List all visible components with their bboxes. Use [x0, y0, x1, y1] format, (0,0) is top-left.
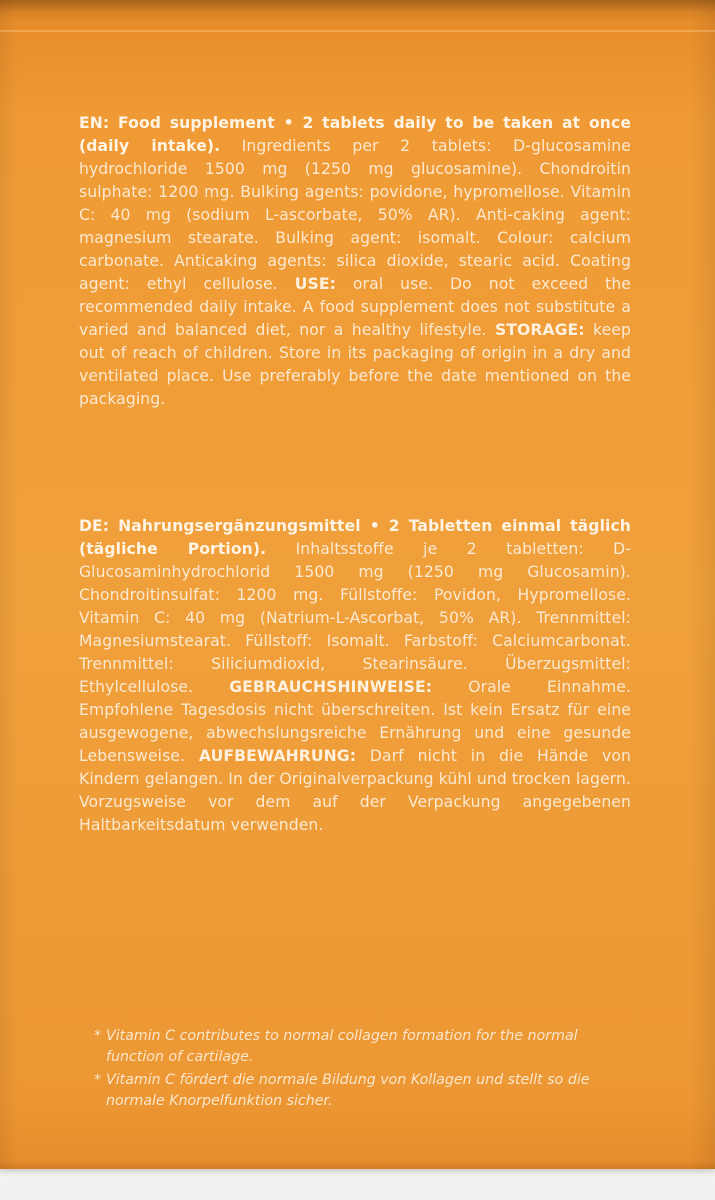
- en-storage-label: STORAGE:: [494, 321, 585, 339]
- footnote-asterisk: *: [94, 1028, 102, 1044]
- box-bottom-edge: [0, 1161, 715, 1169]
- footnote-de: [94, 1070, 639, 1112]
- de-storage-label: AUFBEWAHRUNG:: [198, 747, 357, 765]
- german-label-text: [79, 515, 631, 837]
- de-use-text: Orale Einnahme. Empfohlene Tagesdosis nicht überschreiten. Ist kein Ersatz für eine ausgewogene, abwechslungsreiche Ernährung und eine gesunde Lebensweise.: [79, 678, 631, 765]
- footnote-text: Vitamin C contributes to normal collagen formation for the normal function of cartilage.: [106, 1028, 578, 1065]
- footnote-asterisk: *: [94, 1072, 102, 1088]
- box-top-shadow: [0, 0, 715, 22]
- de-ingredients: Inhaltsstoffe je 2 tabletten: D-Glucosaminhydrochlorid 1500 mg (1250 mg Glucosamin). Chondroitinsulfat: 1200 mg. Füllstoffe: Povidon, Hypromellose. Vitamin C: 40 mg (Natrium-L-Ascorbat, 50% AR). Trennmittel: Magnesiumstearat. Füllstoff: Isomalt. Farbstoff: Calciumcarbonat. Trennmittel: Siliciumdioxid, Stearinsäure. Überzugsmittel: Ethylcellulose.: [79, 540, 631, 696]
- vitamin-c-footnotes: [94, 1026, 639, 1112]
- en-ingredients: Ingredients per 2 tablets: D-glucosamine hydrochloride 1500 mg (1250 mg glucosamine). Chondroitin sulphate: 1200 mg. Bulking agents: povidone, hypromellose. Vitamin C: 40 mg (sodium L-ascorbate, 50% AR). Anti-caking agent: magnesium stearate. Bulking agent: isomalt. Colour: calcium carbonate. Anticaking agents: silica dioxide, stearic acid. Coating agent: ethyl cellulose.: [79, 137, 631, 293]
- english-label-text: [79, 112, 631, 411]
- de-storage-text: Darf nicht in die Hände von Kindern gelangen. In der Originalverpackung kühl und trocken lagern. Vorzugsweise vor dem auf der Verpackung angegebenen Haltbarkeitsdatum verwenden.: [79, 747, 631, 834]
- de-use-label: GEBRAUCHSHINWEISE:: [229, 678, 433, 696]
- en-use-label: USE:: [294, 275, 336, 293]
- footnote-text: Vitamin C fördert die normale Bildung von Kollagen und stellt so die normale Knorpelfunktion sicher.: [106, 1072, 590, 1109]
- en-use-text: oral use. Do not exceed the recommended daily intake. A food supplement does not substitute a varied and balanced diet, nor a healthy lifestyle.: [79, 275, 631, 339]
- footnote-en: [94, 1026, 639, 1068]
- de-intro: DE: Nahrungsergänzungsmittel • 2 Tabletten einmal täglich (tägliche Portion).: [79, 517, 631, 558]
- en-storage-text: keep out of reach of children. Store in its packaging of origin in a dry and ventilated place. Use preferably before the date mentioned on the packaging.: [79, 321, 631, 408]
- en-intro: EN: Food supplement • 2 tablets daily to be taken at once (daily intake).: [79, 114, 631, 155]
- box-fold-line: [0, 30, 715, 32]
